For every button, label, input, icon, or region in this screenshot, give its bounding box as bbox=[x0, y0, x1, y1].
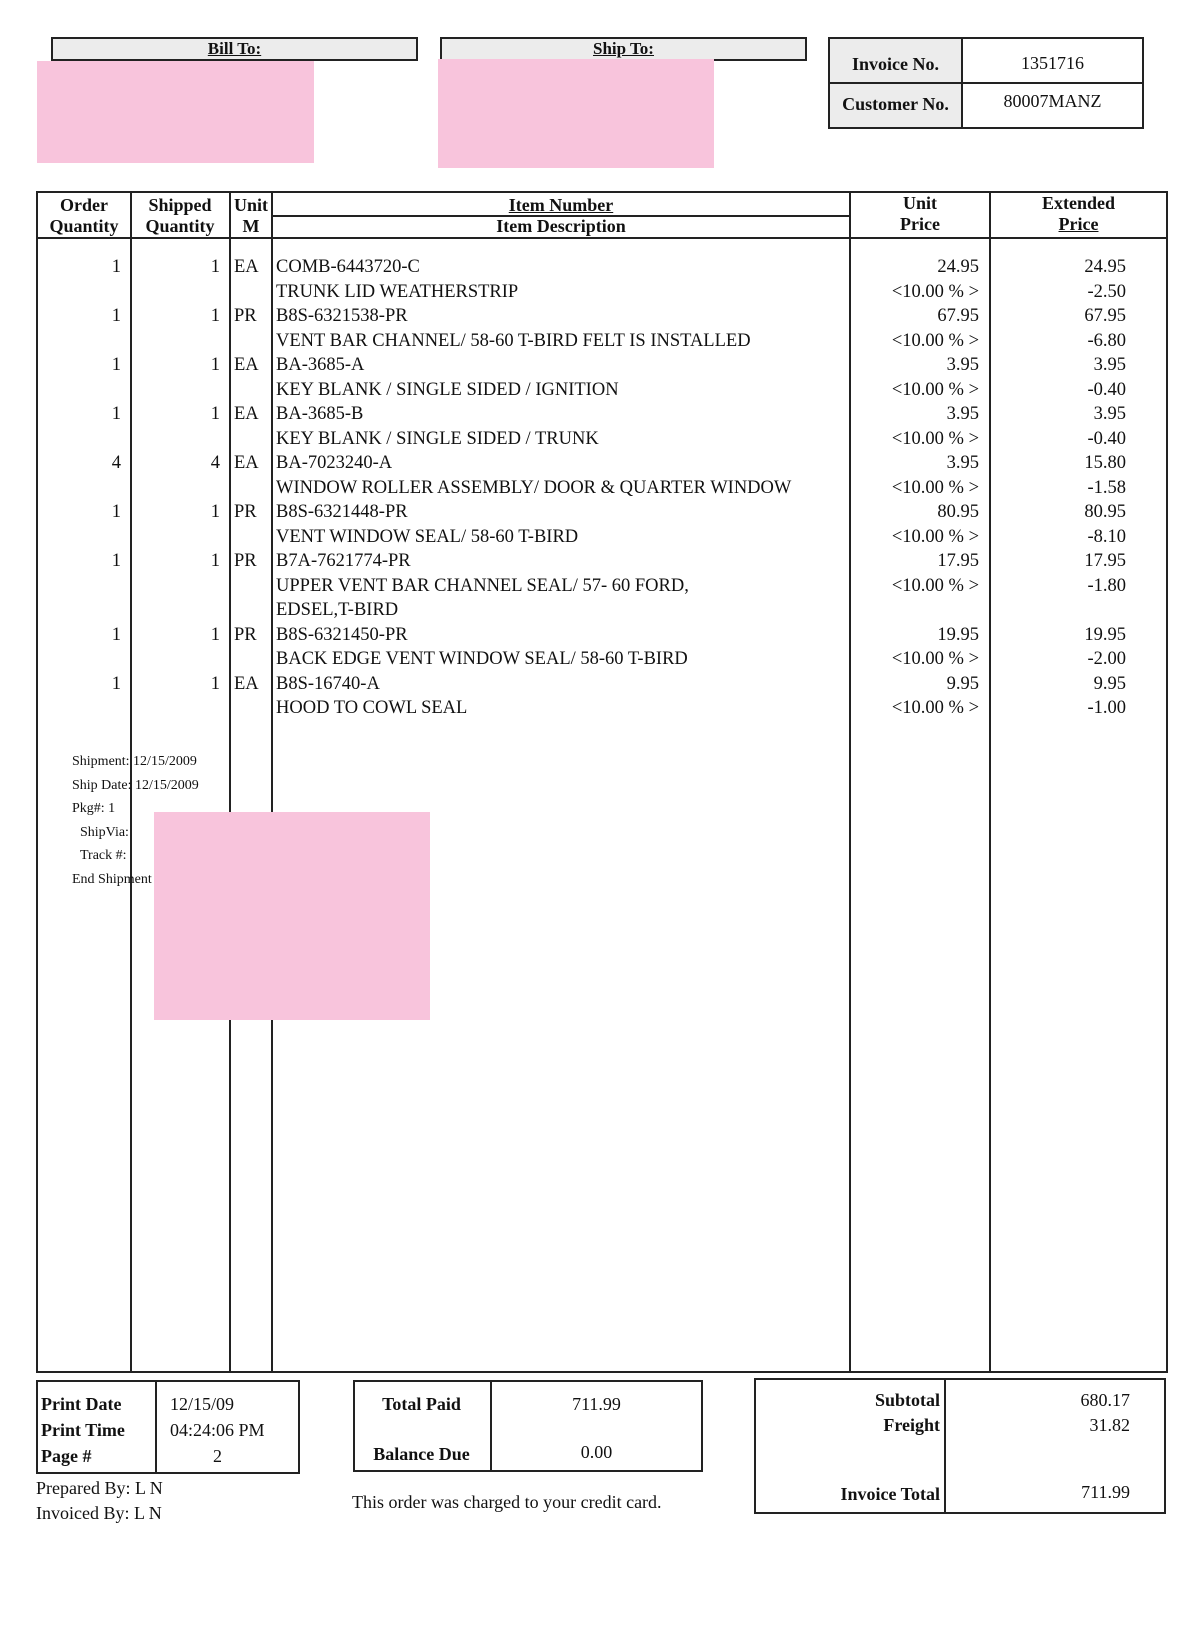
order-qty: 1 bbox=[111, 355, 121, 375]
col-extended-price bbox=[991, 193, 1166, 235]
balance-due-value: 0.00 bbox=[580, 1442, 613, 1462]
shipped-qty: 1 bbox=[210, 673, 220, 694]
col-extended-price-line2: Price bbox=[1058, 214, 1099, 234]
item-number: B7A-7621774-PR bbox=[276, 551, 411, 571]
col-order-qty-line1: Order bbox=[60, 195, 108, 215]
order-qty: 1 bbox=[111, 306, 121, 326]
unit-of-measure: PR bbox=[234, 502, 257, 522]
print-time-value: 04:24:06 PM bbox=[170, 1420, 265, 1440]
ship-via: ShipVia: bbox=[80, 824, 129, 840]
item-number: BA-3685-A bbox=[276, 355, 365, 375]
unit-of-measure: PR bbox=[234, 624, 257, 645]
shipment-redaction bbox=[154, 812, 430, 1020]
col-item-number: Item Number bbox=[508, 195, 614, 215]
item-description: VENT BAR CHANNEL/ 58-60 T-BIRD FELT IS INSTALLED bbox=[276, 330, 751, 351]
col-unit-line1: Unit bbox=[233, 195, 268, 215]
payment-box bbox=[353, 1380, 703, 1472]
col-shipped-qty bbox=[131, 195, 229, 237]
end-shipment: End Shipment bbox=[72, 871, 152, 887]
discount-percent: <10.00 % > bbox=[891, 477, 979, 498]
print-time-label: Print Time bbox=[41, 1420, 125, 1440]
col-shipped-qty-line2: Quantity bbox=[145, 216, 215, 236]
payment-note: This order was charged to your credit card. bbox=[352, 1492, 662, 1512]
extended-price: 9.95 bbox=[1093, 673, 1126, 694]
item-description: KEY BLANK / SINGLE SIDED / IGNITION bbox=[276, 379, 619, 400]
unit-price: 3.95 bbox=[946, 453, 979, 473]
ship-to-header bbox=[440, 37, 807, 61]
item-number: BA-3685-B bbox=[276, 404, 364, 424]
col-order-qty-line2: Quantity bbox=[49, 216, 119, 236]
discount-amount: -1.80 bbox=[1087, 575, 1126, 596]
item-description: VENT WINDOW SEAL/ 58-60 T-BIRD bbox=[276, 526, 579, 547]
print-date-value: 12/15/09 bbox=[170, 1394, 235, 1414]
discount-percent: <10.00 % > bbox=[891, 575, 979, 596]
discount-percent: <10.00 % > bbox=[891, 379, 979, 400]
unit-of-measure: EA bbox=[234, 257, 259, 277]
unit-of-measure: PR bbox=[234, 306, 257, 326]
extended-price: 24.95 bbox=[1084, 257, 1126, 277]
col-unit-price bbox=[851, 193, 989, 235]
item-description: UPPER VENT BAR CHANNEL SEAL/ 57- 60 FORD, bbox=[276, 575, 689, 596]
unit-price: 67.95 bbox=[937, 306, 979, 326]
shipment-date: Shipment: 12/15/2009 bbox=[72, 754, 197, 769]
item-number: B8S-6321538-PR bbox=[276, 306, 408, 326]
unit-of-measure: EA bbox=[234, 355, 259, 375]
unit-price: 19.95 bbox=[937, 624, 979, 645]
page-value: 2 bbox=[213, 1446, 222, 1466]
subtotal-label: Subtotal bbox=[874, 1390, 940, 1410]
print-info-divider bbox=[155, 1382, 157, 1472]
item-description: TRUNK LID WEATHERSTRIP bbox=[276, 281, 519, 302]
order-qty: 1 bbox=[111, 551, 121, 571]
discount-amount: -6.80 bbox=[1087, 330, 1126, 351]
discount-percent: <10.00 % > bbox=[891, 330, 979, 351]
item-number: B8S-6321448-PR bbox=[276, 502, 408, 522]
shipped-qty: 4 bbox=[210, 453, 220, 473]
discount-amount: -1.00 bbox=[1087, 698, 1126, 718]
item-number: B8S-16740-A bbox=[276, 673, 380, 694]
print-info-box bbox=[36, 1380, 300, 1474]
item-number: COMB-6443720-C bbox=[276, 257, 420, 277]
invoice-total-value: 711.99 bbox=[1081, 1482, 1130, 1502]
discount-amount: -0.40 bbox=[1087, 379, 1126, 400]
col-divider bbox=[849, 193, 851, 1371]
discount-percent: <10.00 % > bbox=[891, 526, 979, 547]
order-qty: 4 bbox=[111, 453, 121, 473]
unit-price: 3.95 bbox=[946, 355, 979, 375]
shipped-qty: 1 bbox=[210, 306, 220, 326]
col-divider bbox=[989, 193, 991, 1371]
extended-price: 3.95 bbox=[1093, 355, 1126, 375]
page-label: Page # bbox=[41, 1446, 92, 1466]
item-description: EDSEL,T-BIRD bbox=[276, 600, 399, 620]
discount-percent: <10.00 % > bbox=[891, 698, 979, 718]
item-description: HOOD TO COWL SEAL bbox=[276, 698, 468, 718]
prepared-by: Prepared By: L N bbox=[36, 1478, 163, 1498]
col-shipped-qty-line1: Shipped bbox=[148, 195, 212, 215]
subtotal-value: 680.17 bbox=[1080, 1390, 1130, 1410]
total-paid-value: 711.99 bbox=[572, 1394, 621, 1414]
discount-amount: -2.00 bbox=[1087, 649, 1126, 669]
col-item-description: Item Description bbox=[496, 216, 626, 236]
discount-amount: -0.40 bbox=[1087, 428, 1126, 449]
col-extended-price-line1: Extended bbox=[1041, 193, 1115, 213]
shipped-qty: 1 bbox=[210, 624, 220, 645]
discount-amount: -8.10 bbox=[1087, 526, 1126, 547]
tracking-number: Track #: bbox=[80, 848, 127, 863]
unit-price: 17.95 bbox=[937, 551, 979, 571]
invoice-no-label: Invoice No. bbox=[830, 39, 963, 82]
bill-to-label: Bill To: bbox=[207, 39, 262, 58]
ship-to-label: Ship To: bbox=[593, 39, 654, 58]
shipped-qty: 1 bbox=[210, 257, 220, 277]
header-divider bbox=[38, 237, 1166, 239]
discount-percent: <10.00 % > bbox=[891, 281, 979, 302]
freight-value: 31.82 bbox=[1089, 1415, 1130, 1435]
ship-to-address-redaction bbox=[438, 59, 714, 168]
shipped-qty: 1 bbox=[210, 355, 220, 375]
item-number: B8S-6321450-PR bbox=[276, 624, 408, 645]
extended-price: 19.95 bbox=[1084, 624, 1126, 645]
order-qty: 1 bbox=[111, 624, 121, 645]
print-date-label: Print Date bbox=[41, 1394, 122, 1414]
extended-price: 15.80 bbox=[1084, 453, 1126, 473]
col-unit-price-line1: Unit bbox=[902, 193, 937, 213]
shipped-qty: 1 bbox=[210, 551, 220, 571]
discount-percent: <10.00 % > bbox=[891, 428, 979, 449]
col-divider bbox=[229, 193, 231, 1371]
invoice-info-box bbox=[828, 37, 1144, 129]
unit-price: 24.95 bbox=[937, 257, 979, 277]
col-unit-line2: M bbox=[242, 216, 260, 236]
unit-of-measure: PR bbox=[234, 551, 257, 571]
item-description: KEY BLANK / SINGLE SIDED / TRUNK bbox=[276, 428, 599, 449]
col-unit-price-line2: Price bbox=[900, 214, 940, 234]
total-paid-label: Total Paid bbox=[382, 1394, 461, 1414]
freight-label: Freight bbox=[883, 1415, 940, 1435]
ship-date: Ship Date: 12/15/2009 bbox=[72, 777, 199, 793]
item-description: WINDOW ROLLER ASSEMBLY/ DOOR & QUARTER WINDOW bbox=[276, 477, 792, 498]
package-number: Pkg#: 1 bbox=[72, 801, 116, 816]
col-unit bbox=[231, 195, 271, 237]
totals-box bbox=[754, 1378, 1166, 1514]
shipped-qty: 1 bbox=[210, 404, 220, 424]
order-qty: 1 bbox=[111, 502, 121, 522]
unit-of-measure: EA bbox=[234, 453, 259, 473]
unit-of-measure: EA bbox=[234, 404, 259, 424]
balance-due-label: Balance Due bbox=[373, 1444, 470, 1464]
item-number: BA-7023240-A bbox=[276, 453, 393, 473]
extended-price: 80.95 bbox=[1084, 502, 1126, 522]
line-items-table bbox=[36, 191, 1168, 1373]
item-description: BACK EDGE VENT WINDOW SEAL/ 58-60 T-BIRD bbox=[276, 649, 688, 669]
invoiced-by: Invoiced By: L N bbox=[36, 1503, 162, 1523]
extended-price: 3.95 bbox=[1093, 404, 1126, 424]
unit-price: 3.95 bbox=[946, 404, 979, 424]
order-qty: 1 bbox=[111, 673, 121, 694]
totals-divider bbox=[944, 1380, 946, 1512]
order-qty: 1 bbox=[111, 404, 121, 424]
shipped-qty: 1 bbox=[210, 502, 220, 522]
unit-price: 80.95 bbox=[937, 502, 979, 522]
customer-no-label: Customer No. bbox=[830, 84, 963, 127]
col-divider bbox=[271, 193, 273, 1371]
bill-to-address-redaction bbox=[37, 61, 314, 163]
invoice-no-value: 1351716 bbox=[1021, 53, 1084, 73]
discount-amount: -2.50 bbox=[1087, 281, 1126, 302]
unit-of-measure: EA bbox=[234, 673, 259, 694]
order-qty: 1 bbox=[111, 257, 121, 277]
bill-to-header bbox=[51, 37, 418, 61]
col-order-qty bbox=[38, 195, 130, 237]
discount-percent: <10.00 % > bbox=[891, 649, 979, 669]
discount-amount: -1.58 bbox=[1087, 477, 1126, 498]
extended-price: 67.95 bbox=[1084, 306, 1126, 326]
invoice-total-label: Invoice Total bbox=[840, 1484, 940, 1504]
customer-no-value: 80007MANZ bbox=[1003, 91, 1102, 111]
unit-price: 9.95 bbox=[946, 673, 979, 694]
extended-price: 17.95 bbox=[1084, 551, 1126, 571]
